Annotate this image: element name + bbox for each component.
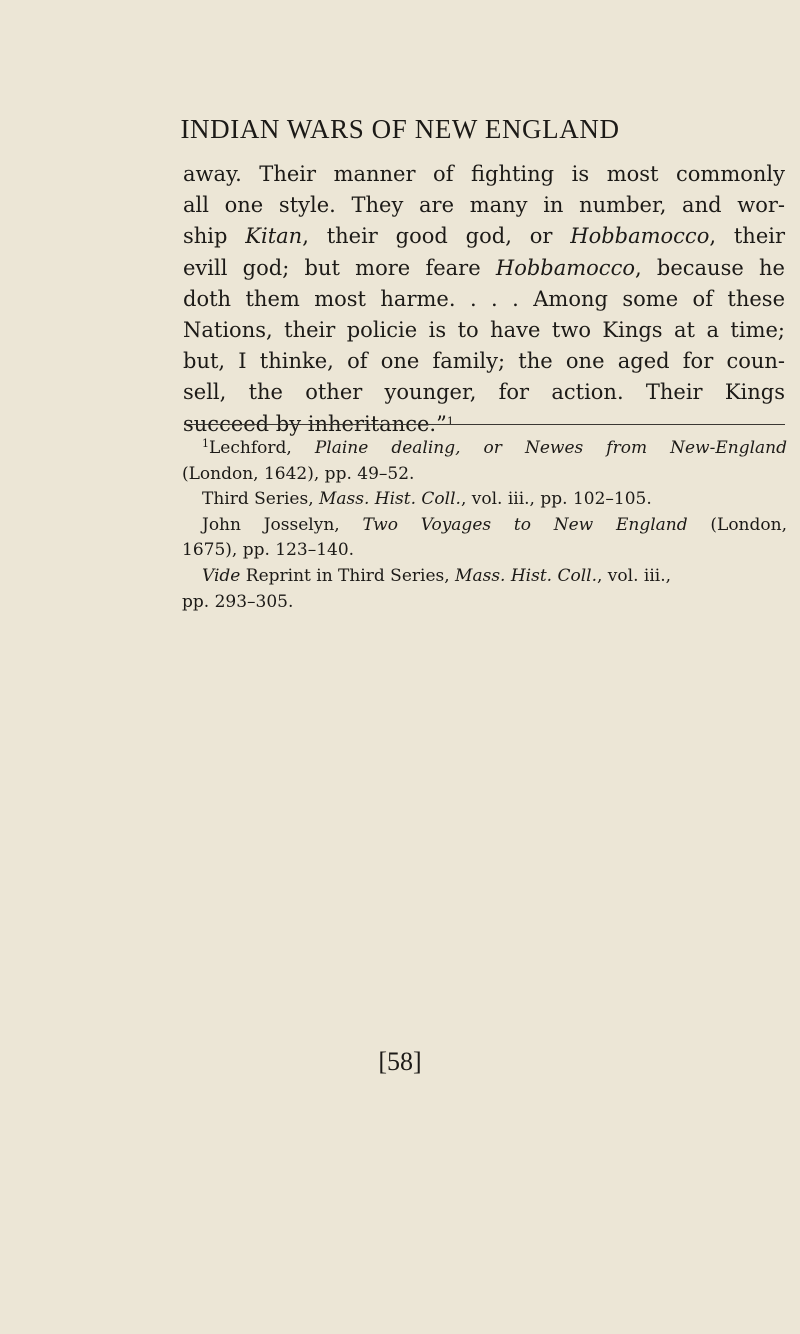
- footnote-line: 1675), pp. 123–140.: [182, 540, 355, 561]
- body-paragraph: [183, 159, 785, 440]
- footnote-line: John Josselyn, Two Voyages to New England (London,: [202, 514, 787, 535]
- footnotes: [182, 436, 787, 615]
- text-line: away. Their manner of fighting is most commonly: [183, 162, 785, 186]
- text-line: evill god; but more feare Hobbamocco, because he: [183, 255, 785, 280]
- footnote-marker: 1: [446, 414, 454, 428]
- footnote-line: (London, 1642), pp. 49–52.: [182, 463, 415, 484]
- text-line: doth them most harme. . . . Among some of these: [183, 286, 785, 311]
- footnote-divider: [184, 424, 785, 425]
- footnote-number: 1: [202, 437, 209, 450]
- running-header: INDIAN WARS OF NEW ENGLAND: [180, 114, 620, 144]
- italic-name: Kitan: [245, 224, 303, 249]
- italic-name: Hobbamocco: [570, 224, 710, 249]
- footnote-line: pp. 293–305.: [182, 591, 294, 612]
- text-line: succeed by inheritance.”$^1$: [183, 411, 454, 436]
- text-line: Nations, their policie is to have two Kings at a time;: [183, 318, 785, 343]
- italic-name: Hobbamocco: [495, 255, 635, 280]
- footnote-line: $^1$Lechford, Plaine dealing, or Newes from New-England: [202, 437, 787, 458]
- text-line: sell, the other younger, for action. Their Kings: [183, 380, 785, 405]
- footnote-line: Third Series, Mass. Hist. Coll., vol. iii., pp. 102–105.: [202, 489, 652, 510]
- text-line: ship Kitan, their good god, or Hobbamocco, their: [183, 224, 785, 249]
- text-line: all one style. They are many in number, and wor-: [183, 193, 785, 218]
- footnote-line: Vide Reprint in Third Series, Mass. Hist. Coll., vol. iii.,: [202, 565, 672, 586]
- page-number: [58]: [378, 1047, 422, 1076]
- text-line: but, I thinke, of one family; the one aged for coun-: [183, 349, 785, 374]
